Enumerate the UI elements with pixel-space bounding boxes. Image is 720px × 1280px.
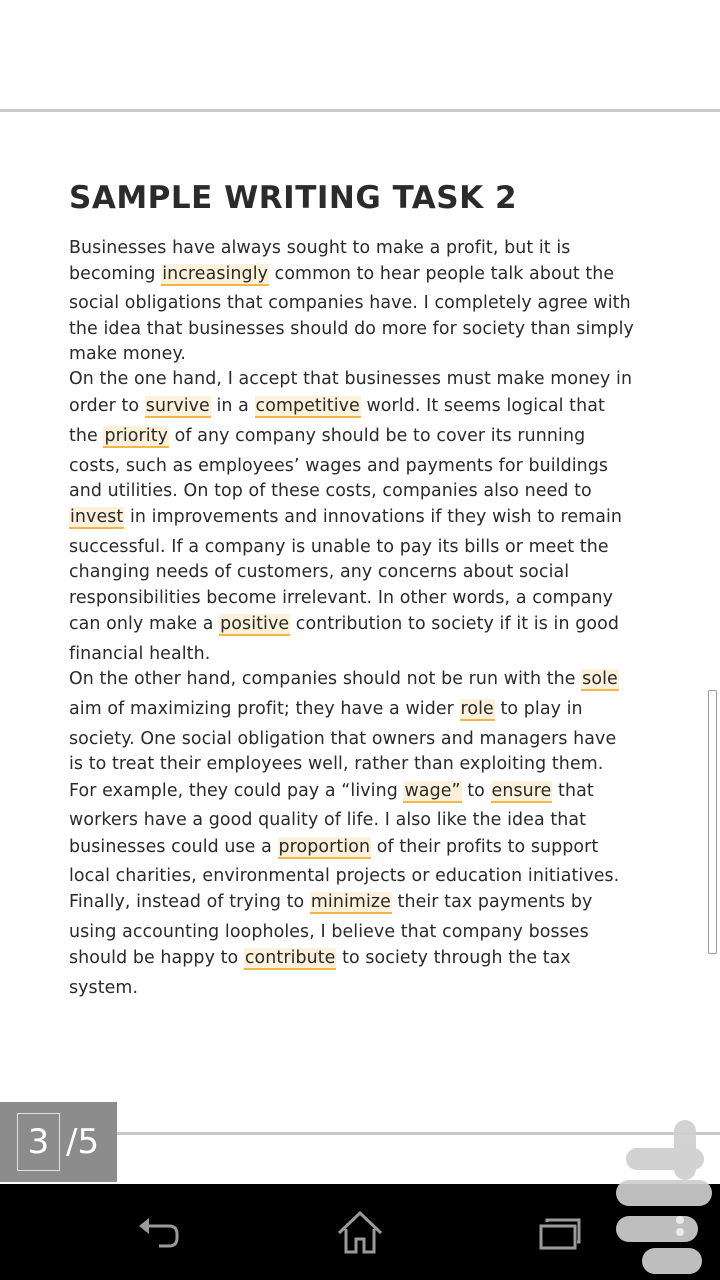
text-run: system.: [69, 978, 139, 998]
document-line: [69, 697, 669, 721]
document-line: [69, 342, 669, 366]
text-run: workers have a good quality of life. I also like the idea that: [69, 810, 587, 830]
highlighted-word[interactable]: invest: [70, 507, 124, 527]
document-line: [69, 752, 669, 776]
document-line: [69, 479, 669, 503]
document-line: [69, 317, 669, 341]
text-run: the idea that businesses should do more for society than simply: [69, 319, 634, 339]
document-line: [69, 236, 669, 260]
document-line: [69, 808, 669, 832]
text-run: On the one hand, I accept that businesses must make money in: [69, 369, 633, 389]
text-run: society. One social obligation that owners and managers have: [69, 729, 617, 749]
document-line: [69, 586, 669, 610]
document-line: [69, 424, 669, 448]
document-line: [69, 779, 669, 803]
text-run: to: [461, 781, 491, 801]
text-run: in improvements and innovations if they wish to remain: [124, 507, 623, 527]
text-run: of any company should be to cover its running: [169, 426, 586, 446]
highlighted-word[interactable]: role: [460, 699, 494, 719]
text-run: aim of maximizing profit; they have a wider: [69, 699, 460, 719]
document-line: [69, 890, 669, 914]
highlighted-word[interactable]: priority: [104, 426, 169, 446]
text-run: common to hear people talk about the: [269, 264, 615, 284]
document-line: [69, 667, 669, 691]
text-run: can only make a: [69, 614, 220, 634]
page-indicator[interactable]: [0, 1102, 117, 1182]
document-line: [69, 367, 669, 391]
text-run: to play in: [494, 699, 583, 719]
highlighted-word[interactable]: wage”: [404, 781, 461, 801]
document-line: [69, 291, 669, 315]
current-page-number[interactable]: 3: [17, 1113, 60, 1171]
highlighted-word[interactable]: ensure: [491, 781, 552, 801]
document-line: [69, 560, 669, 584]
document-line: [69, 976, 669, 1000]
text-run: should be happy to: [69, 948, 244, 968]
document-line: [69, 262, 669, 286]
highlighted-word[interactable]: competitive: [255, 396, 360, 416]
highlighted-word[interactable]: survive: [145, 396, 210, 416]
back-icon: [135, 1212, 185, 1252]
document-line: [69, 642, 669, 666]
text-run: local charities, environmental projects or education initiatives.: [69, 866, 620, 886]
text-run: businesses could use a: [69, 837, 278, 857]
text-run: For example, they could pay a “living: [69, 781, 404, 801]
text-run: responsibilities become irrelevant. In other words, a company: [69, 588, 614, 608]
text-run: Finally, instead of trying to: [69, 892, 310, 912]
text-run: On the other hand, companies should not be run with the: [69, 669, 582, 689]
text-run: using accounting loopholes, I believe that company bosses: [69, 922, 589, 942]
document-line: [69, 535, 669, 559]
document-line: [69, 920, 669, 944]
text-run: is to treat their employees well, rather than exploiting them.: [69, 754, 604, 774]
text-run: contribution to society if it is in good: [290, 614, 619, 634]
text-run: to society through the tax: [336, 948, 571, 968]
text-run: their tax payments by: [391, 892, 593, 912]
highlighted-word[interactable]: proportion: [278, 837, 371, 857]
text-run: that: [552, 781, 594, 801]
scrollbar-thumb[interactable]: [708, 690, 717, 954]
text-run: in a: [210, 396, 255, 416]
page-title: SAMPLE WRITING TASK 2: [69, 180, 518, 216]
document-line: [69, 946, 669, 970]
text-run: make money.: [69, 344, 187, 364]
highlighted-word[interactable]: positive: [220, 614, 290, 634]
text-run: and utilities. On top of these costs, companies also need to: [69, 481, 592, 501]
header-divider: [0, 109, 720, 112]
document-line: [69, 612, 669, 636]
total-pages: /5: [66, 1122, 100, 1162]
text-run: costs, such as employees’ wages and payments for buildings: [69, 456, 609, 476]
highlighted-word[interactable]: increasingly: [162, 264, 269, 284]
back-button[interactable]: [100, 1184, 220, 1280]
text-run: successful. If a company is unable to pay its bills or meet the: [69, 537, 609, 557]
highlighted-word[interactable]: sole: [582, 669, 618, 689]
recent-apps-button[interactable]: [500, 1184, 620, 1280]
document-line: [69, 394, 669, 418]
text-run: the: [69, 426, 104, 446]
app-logo-icon: [612, 1118, 720, 1280]
text-run: becoming: [69, 264, 162, 284]
text-run: Businesses have always sought to make a profit, but it is: [69, 238, 571, 258]
header-area: [0, 0, 720, 109]
highlighted-word[interactable]: contribute: [244, 948, 336, 968]
document-line: [69, 454, 669, 478]
text-run: order to: [69, 396, 145, 416]
home-icon: [335, 1209, 385, 1255]
document-line: [69, 835, 669, 859]
document-line: [69, 505, 669, 529]
highlighted-word[interactable]: minimize: [310, 892, 391, 912]
text-run: financial health.: [69, 644, 211, 664]
home-button[interactable]: [300, 1184, 420, 1280]
text-run: changing needs of customers, any concerns about social: [69, 562, 570, 582]
text-run: world. It seems logical that: [360, 396, 605, 416]
text-run: of their profits to support: [371, 837, 599, 857]
text-run: social obligations that companies have. I completely agree with: [69, 293, 631, 313]
document-line: [69, 727, 669, 751]
recent-apps-icon: [535, 1212, 585, 1252]
document-line: [69, 864, 669, 888]
